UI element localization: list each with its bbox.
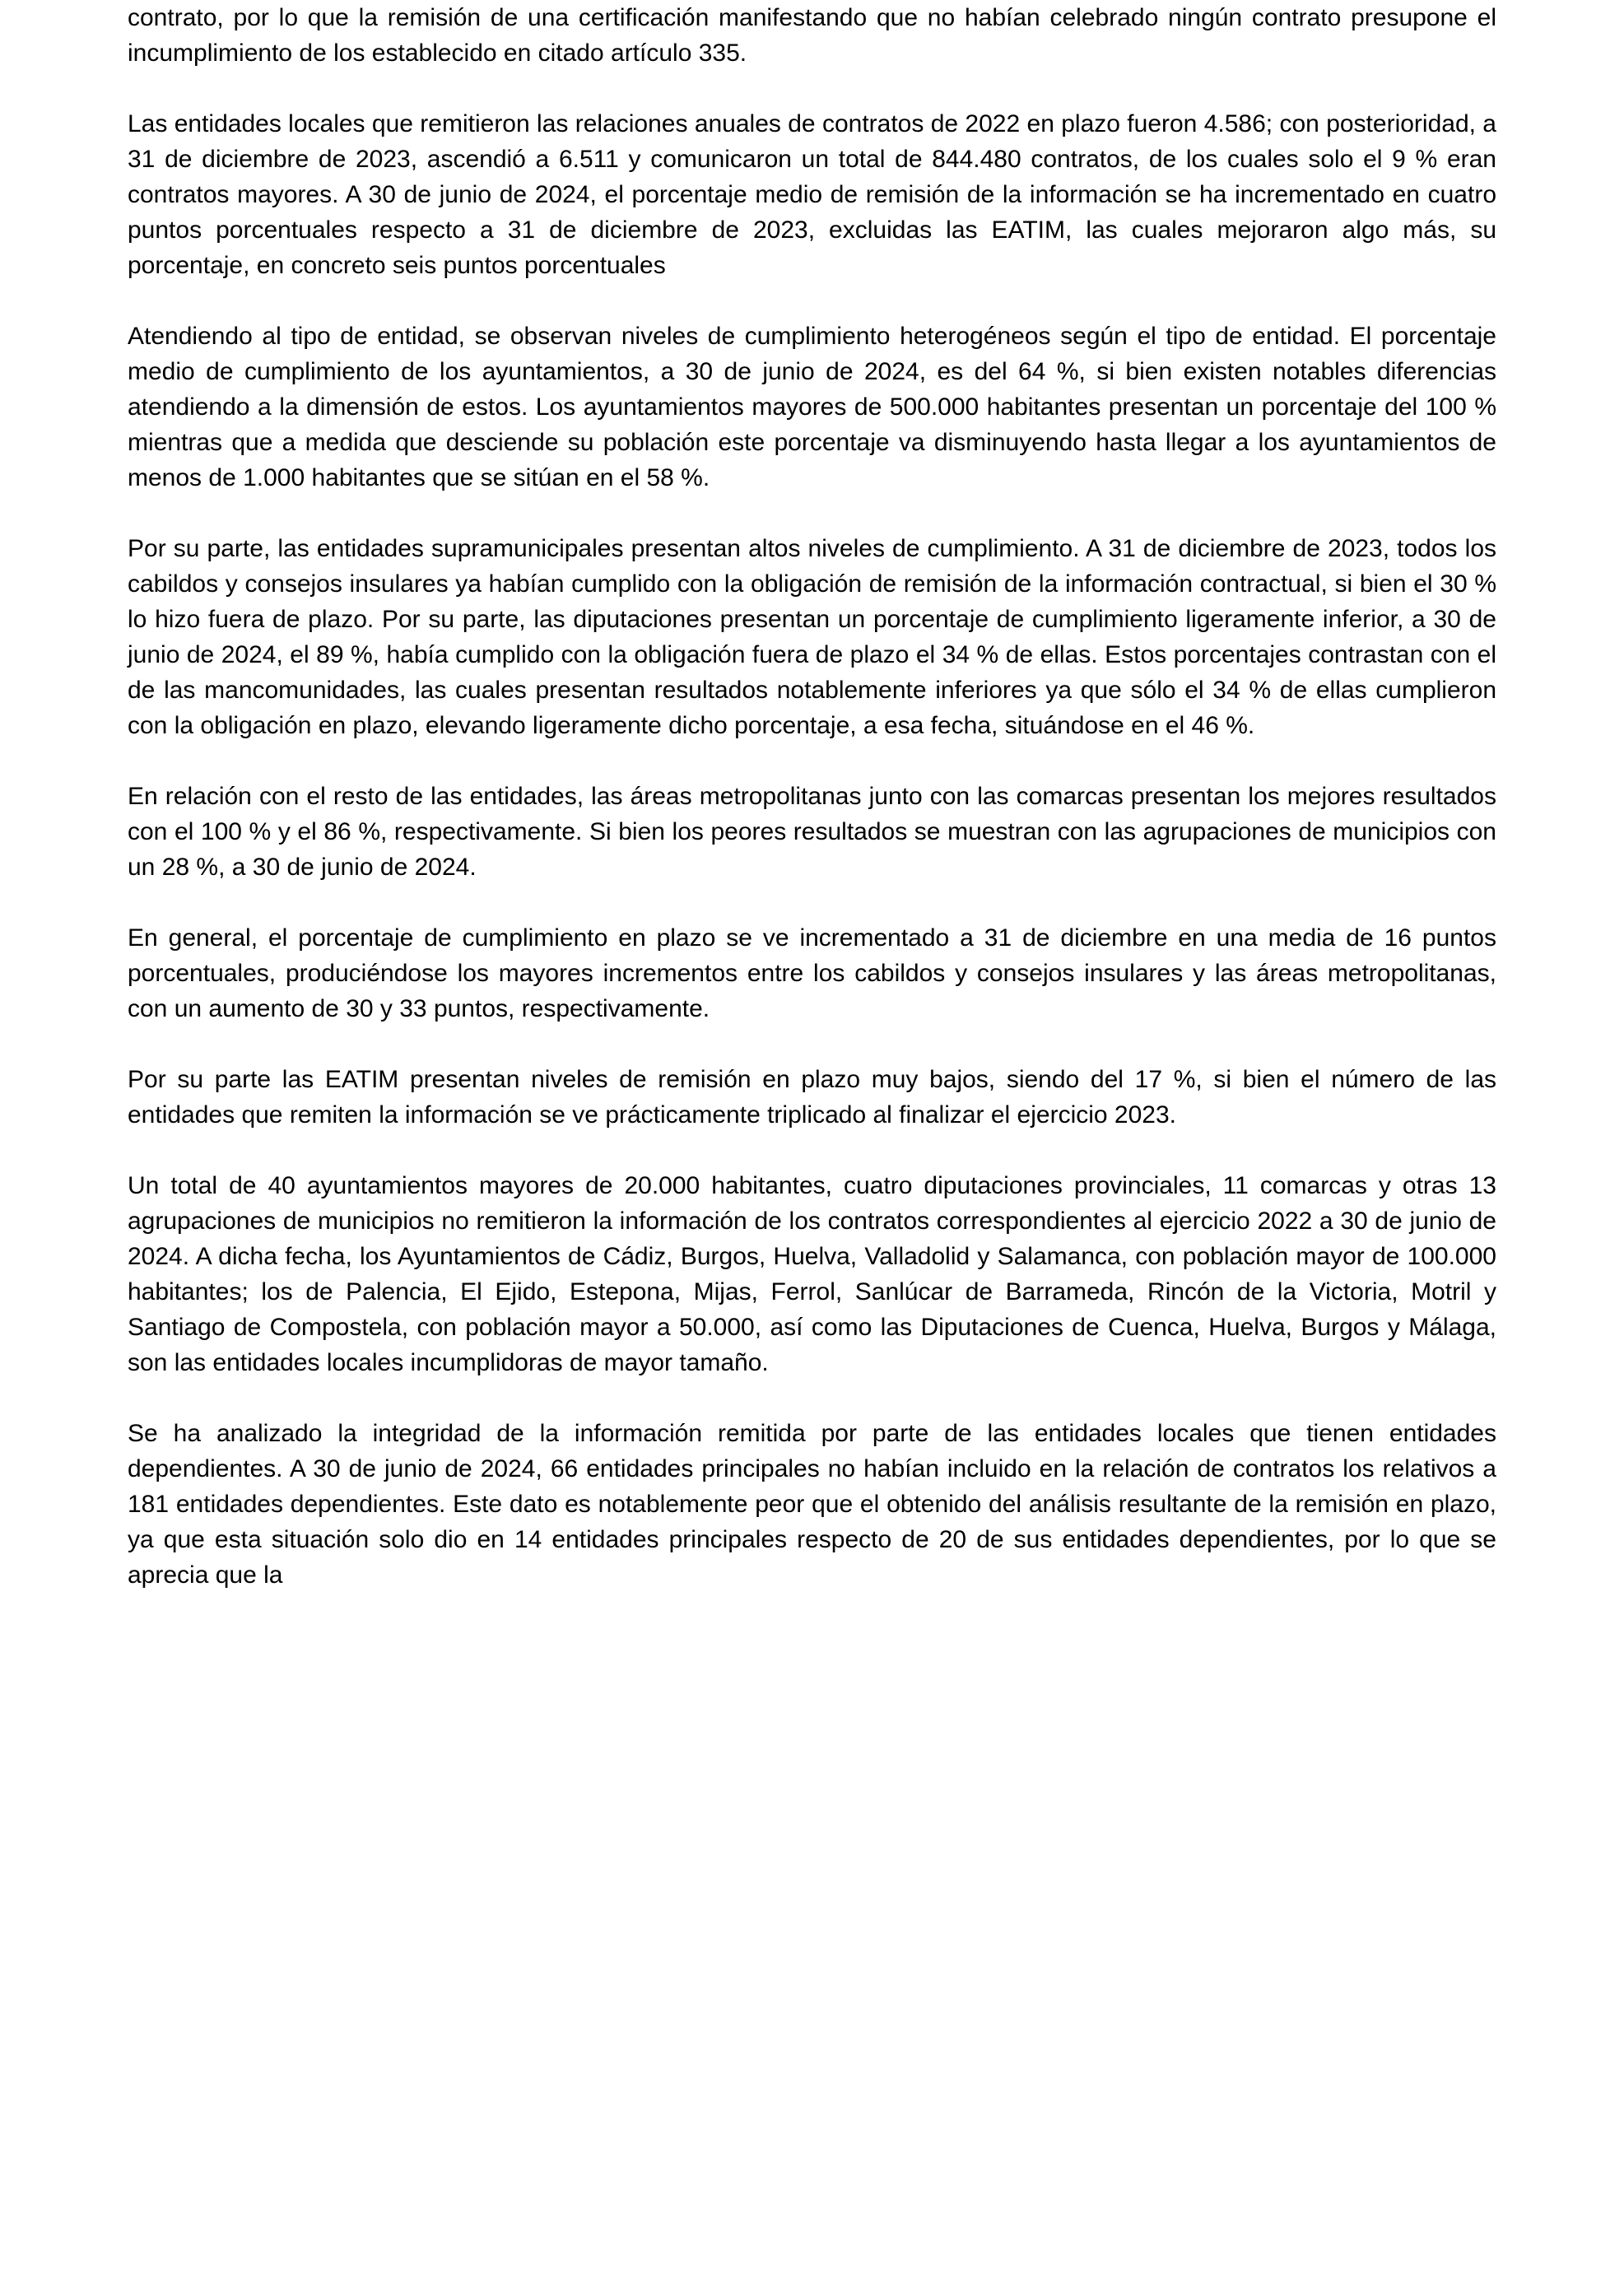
paragraph: En general, el porcentaje de cumplimiento en plazo se ve incrementado a 31 de diciembre en una media de 16 puntos porcentuales, produciéndose los mayores incrementos entre los cabildos y consejos insulares y las áreas metropolitanas, con un aumento de 30 y 33 puntos, respectivamente.	[128, 924, 1496, 1022]
paragraph: Por su parte, las entidades supramunicipales presentan altos niveles de cumplimiento. A 31 de diciembre de 2023, todos los cabildos y consejos insulares ya habían cumplido con la obligación de remisión de la información contractual, si bien el 30 % lo hizo fuera de plazo. Por su parte, las diputaciones presentan un porcentaje de cumplimiento ligeramente inferior, a 30 de junio de 2024, el 89 %, había cumplido con la obligación fuera de plazo el 34 % de ellas. Estos porcentajes contrastan con el de las mancomunidades, las cuales presentan resultados notablemente inferiores ya que sólo el 34 % de ellas cumplieron con la obligación en plazo, elevando ligeramente dicho porcentaje, a esa fecha, situándose en el 46 %.	[128, 535, 1496, 739]
paragraph: Las entidades locales que remitieron las relaciones anuales de contratos de 2022 en plazo fueron 4.586; con posterioridad, a 31 de diciembre de 2023, ascendió a 6.511 y comunicaron un total de 844.480 contratos, de los cuales solo el 9 % eran contratos mayores. A 30 de junio de 2024, el porcentaje medio de remisión de la información se ha incrementado en cuatro puntos porcentuales respecto a 31 de diciembre de 2023, excluidas las EATIM, las cuales mejoraron algo más, su porcentaje, en concreto seis puntos porcentuales	[128, 110, 1496, 279]
paragraph: Por su parte las EATIM presentan niveles de remisión en plazo muy bajos, siendo del 17 %, si bien el número de las entidades que remiten la información se ve prácticamente triplicado al finalizar el ejercicio 2023.	[128, 1066, 1496, 1129]
paragraph: contrato, por lo que la remisión de una certificación manifestando que no habían celebrado ningún contrato presupone el incumplimiento de los establecido en citado artículo 335.	[128, 4, 1496, 67]
document-text-block	[128, 0, 1496, 1593]
paragraph: Atendiendo al tipo de entidad, se observan niveles de cumplimiento heterogéneos según el tipo de entidad. El porcentaje medio de cumplimiento de los ayuntamientos, a 30 de junio de 2024, es del 64 %, si bien existen notables diferencias atendiendo a la dimensión de estos. Los ayuntamientos mayores de 500.000 habitantes presentan un porcentaje del 100 % mientras que a medida que desciende su población este porcentaje va disminuyendo hasta llegar a los ayuntamientos de menos de 1.000 habitantes que se sitúan en el 58 %.	[128, 323, 1496, 491]
paragraph: Se ha analizado la integridad de la información remitida por parte de las entidades locales que tienen entidades dependientes. A 30 de junio de 2024, 66 entidades principales no habían incluido en la relación de contratos los relativos a 181 entidades dependientes. Este dato es notablemente peor que el obtenido del análisis resultante de la remisión en plazo, ya que esta situación solo dio en 14 entidades principales respecto de 20 de sus entidades dependientes, por lo que se aprecia que la	[128, 1420, 1496, 1589]
paragraph: Un total de 40 ayuntamientos mayores de 20.000 habitantes, cuatro diputaciones provinciales, 11 comarcas y otras 13 agrupaciones de municipios no remitieron la información de los contratos correspondientes al ejercicio 2022 a 30 de junio de 2024. A dicha fecha, los Ayuntamientos de Cádiz, Burgos, Huelva, Valladolid y Salamanca, con población mayor de 100.000 habitantes; los de Palencia, El Ejido, Estepona, Mijas, Ferrol, Sanlúcar de Barrameda, Rincón de la Victoria, Motril y Santiago de Compostela, con población mayor a 50.000, así como las Diputaciones de Cuenca, Huelva, Burgos y Málaga, son las entidades locales incumplidoras de mayor tamaño.	[128, 1172, 1496, 1376]
paragraph: En relación con el resto de las entidades, las áreas metropolitanas junto con las comarcas presentan los mejores resultados con el 100 % y el 86 %, respectivamente. Si bien los peores resultados se muestran con las agrupaciones de municipios con un 28 %, a 30 de junio de 2024.	[128, 783, 1496, 881]
